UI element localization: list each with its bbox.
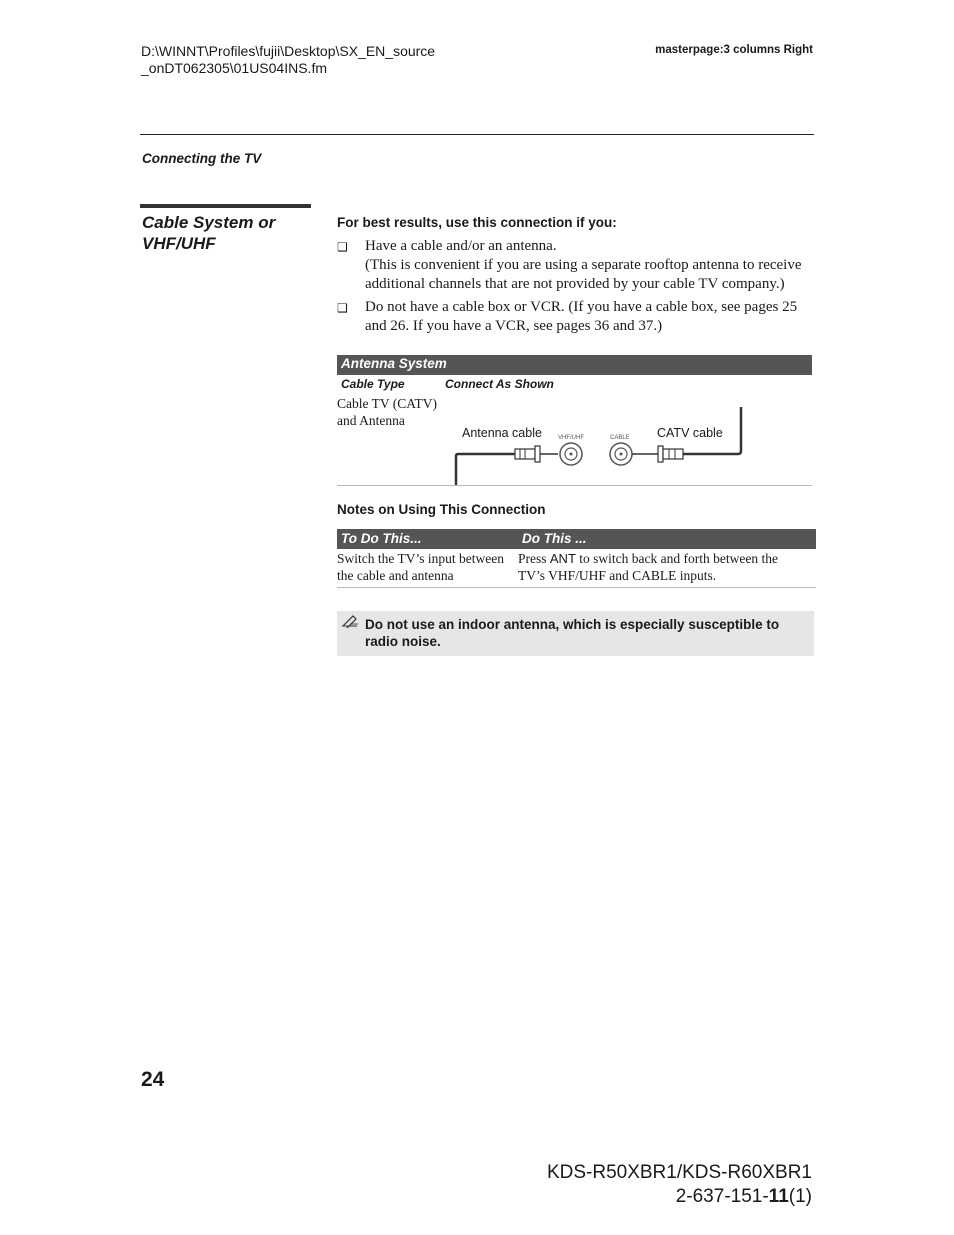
checkbox-bullet-icon: ❑ <box>337 301 348 315</box>
catv-cable-label: CATV cable <box>657 426 723 440</box>
cable-port-icon <box>610 443 632 465</box>
side-heading-line2: VHF/UHF <box>142 234 216 253</box>
part-code <box>500 1185 812 1209</box>
notes-cell-to-do-line2: the cable and antenna <box>337 568 454 583</box>
cable-port-label: CABLE <box>610 435 630 441</box>
side-heading-bar <box>140 204 311 208</box>
press-text: Press <box>518 551 550 566</box>
file-path-line2: _onDT062305\01US04INS.fm <box>141 60 327 76</box>
page-number: 24 <box>141 1068 165 1091</box>
antenna-wire <box>456 454 515 486</box>
note-pencil-icon <box>341 614 359 628</box>
notes-cell-do-this-line1 <box>518 550 816 567</box>
antenna-connector-icon <box>515 446 558 462</box>
checkbox-bullet-icon: ❑ <box>337 240 348 254</box>
notes-cell-to-do <box>337 550 515 584</box>
list-item-line2: (This is convenient if you are using a separate rooftop antenna to receive additional channels that are not provided by your cable TV company.) <box>365 257 802 292</box>
notes-column-do-this: Do This ... <box>522 531 587 546</box>
best-results-title: For best results, use this connection if you: <box>337 215 617 230</box>
ant-key-label: ANT <box>549 551 576 566</box>
catv-connector-icon <box>632 446 683 462</box>
column-header-cable-type: Cable Type <box>341 377 405 391</box>
model-info <box>500 1161 812 1209</box>
cable-type-value <box>337 395 447 429</box>
column-header-connect: Connect As Shown <box>445 377 554 391</box>
side-heading-line1: Cable System or <box>142 213 276 232</box>
section-title: Connecting the TV <box>142 151 262 166</box>
part-code-bold: 11 <box>768 1186 789 1207</box>
note-text: Do not use an indoor antenna, which is especially susceptible to radio noise. <box>365 617 780 649</box>
part-code-prefix: 2-637-151- <box>675 1186 769 1207</box>
cable-type-line1: Cable TV (CATV) <box>337 396 437 411</box>
switch-text: to switch back and forth between the <box>575 551 778 566</box>
notes-column-to-do: To Do This... <box>341 531 422 546</box>
side-heading <box>142 212 310 254</box>
notes-cell-do-this <box>518 550 816 584</box>
antenna-table-bottom-rule <box>337 485 812 486</box>
file-path-line1: D:\WINNT\Profiles\fujii\Desktop\SX_EN_source <box>141 43 436 59</box>
antenna-table-header: Antenna System <box>341 356 447 371</box>
connection-diagram <box>440 400 750 486</box>
notes-cell-do-this-line2: TV’s VHF/UHF and CABLE inputs. <box>518 568 717 583</box>
list-item-line1: Have a cable and/or an antenna. <box>365 238 557 254</box>
notes-table-bottom-rule <box>337 587 816 588</box>
notes-cell-to-do-line1: Switch the TV’s input between <box>337 551 504 566</box>
list-item <box>365 237 815 294</box>
model-number: KDS-R50XBR1/KDS-R60XBR1 <box>546 1162 812 1183</box>
part-code-suffix: (1) <box>788 1186 812 1207</box>
vhf-uhf-port-icon <box>560 443 582 465</box>
masterpage-label: masterpage:3 columns Right <box>655 44 813 56</box>
file-path <box>141 43 435 77</box>
vhf-uhf-port-label: VHF/UHF <box>558 435 584 441</box>
list-item-line1: Do not have a cable box or VCR. (If you have a cable box, see pages 25 and 26. If you have a VCR, see pages 36 and 37.) <box>365 299 798 334</box>
cable-type-line2: and Antenna <box>337 413 405 428</box>
list-item <box>365 298 815 336</box>
antenna-cable-label: Antenna cable <box>462 426 542 440</box>
header-rule <box>140 134 814 135</box>
notes-title: Notes on Using This Connection <box>337 502 546 517</box>
